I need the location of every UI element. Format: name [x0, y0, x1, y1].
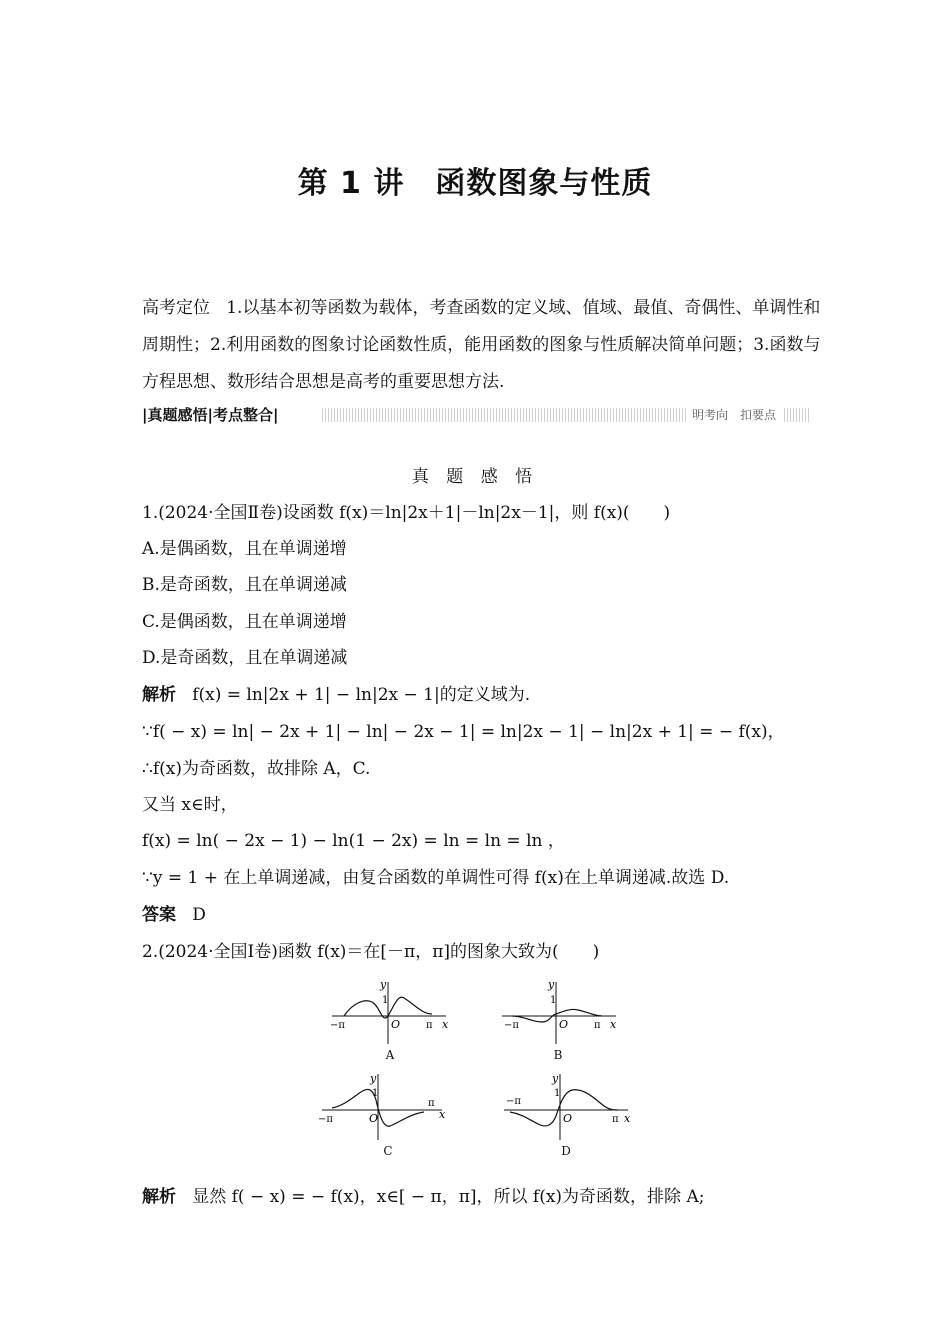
graph-c-caption: C — [383, 1144, 393, 1158]
q1-stem: 1.(2024·全国Ⅱ卷)设函数 f(x)＝ln|2x＋1|－ln|2x－1|，则 f(x)( ) — [142, 503, 671, 523]
graph-b-tick-one: 1 — [550, 995, 557, 1006]
q2-analysis-text: 显然 f( − x) = − f(x)，x∈[ − π，π]，所以 f(x)为奇函数，排除 A; — [192, 1187, 705, 1207]
q1-analysis-line-1 — [142, 680, 530, 705]
graph-a — [328, 976, 453, 1066]
graph-d-y-label: y — [552, 1072, 559, 1085]
graph-c-origin: O — [369, 1112, 379, 1125]
q1-option-a: A.是偶函数，且在单调递增 — [142, 539, 347, 559]
q1-option-b: B.是奇函数，且在单调递减 — [142, 575, 347, 595]
graph-d-origin: O — [563, 1112, 573, 1125]
graph-a-y-label: y — [380, 978, 387, 991]
graph-a-tick-right: π — [426, 1020, 433, 1031]
graph-a-plot — [328, 976, 453, 1046]
q1-analysis-line-3: ∴f(x)为奇函数，故排除 A，C. — [142, 759, 371, 779]
graph-c-y-label: y — [370, 1072, 377, 1085]
graph-a-x-label: x — [442, 1018, 449, 1031]
graph-d-plot — [500, 1070, 635, 1142]
graph-b-plot — [498, 976, 623, 1046]
q2-stem: 2.(2024·全国Ⅰ卷)函数 f(x)＝在[－π，π]的图象大致为( ) — [142, 942, 600, 962]
intro-paragraph — [142, 290, 832, 401]
graph-d-tick-one: 1 — [554, 1088, 561, 1099]
graph-b-origin: O — [559, 1018, 569, 1031]
q1-analysis-line-2: ∵f( − x) = ln| − 2x + 1| − ln| − 2x − 1| = ln|2x − 1| − ln|2x + 1| = − f(x)， — [142, 722, 785, 742]
graph-b-tick-left: −π — [504, 1020, 519, 1031]
q1-analysis-line-4: 又当 x∈时， — [142, 795, 238, 815]
graph-b — [498, 976, 623, 1066]
q1-analysis-line-6: ∵y = 1 + 在上单调递减，由复合函数的单调性可得 f(x)在上单调递减.故选 D. — [142, 868, 730, 888]
q2-analysis-label: 解析 — [142, 1187, 176, 1207]
graph-b-x-label: x — [610, 1018, 617, 1031]
graph-c-tick-left: −π — [318, 1114, 333, 1125]
graph-d — [500, 1070, 635, 1162]
graph-c-tick-one: 1 — [372, 1088, 379, 1099]
section-heading: 真 题 感 悟 — [411, 467, 539, 487]
q1-analysis-label: 解析 — [142, 685, 176, 705]
graph-c-tick-right: π — [428, 1098, 435, 1109]
graph-a-caption: A — [385, 1048, 395, 1062]
q1-answer-label: 答案 — [142, 905, 176, 925]
graph-c-x-label: x — [439, 1108, 446, 1121]
banner-right-text: 明考向 扣要点 — [686, 404, 782, 426]
graph-a-origin: O — [391, 1018, 401, 1031]
graph-b-tick-right: π — [594, 1020, 601, 1031]
graph-b-y-label: y — [548, 978, 555, 991]
q1-analysis-text-1: f(x) = ln|2x + 1| − ln|2x − 1|的定义域为. — [192, 685, 531, 705]
graph-a-tick-left: −π — [330, 1020, 345, 1031]
graph-d-x-label: x — [624, 1112, 631, 1125]
q1-answer — [142, 900, 206, 925]
intro-label: 高考定位 — [142, 298, 210, 318]
graph-c-plot — [318, 1070, 448, 1142]
graph-d-tick-right: π — [612, 1114, 619, 1125]
graph-a-tick-one: 1 — [382, 995, 389, 1006]
graph-c — [318, 1070, 448, 1162]
graph-d-tick-left: −π — [506, 1096, 521, 1107]
q2-analysis — [142, 1182, 704, 1207]
intro-text: 1.以基本初等函数为载体，考查函数的定义域、值域、最值、奇偶性、单调性和周期性；2.利用函数的图象讨论函数性质，能用函数的图象与性质解决简单问题；3.函数与方程思想、数形结合思想是高考的重要思想方法. — [142, 298, 821, 392]
q1-answer-value: D — [192, 905, 206, 925]
graph-d-caption: D — [561, 1144, 571, 1158]
q1-option-c: C.是偶函数，且在单调递增 — [142, 612, 347, 632]
banner-left-tag: |真题感悟|考点整合| — [142, 406, 279, 424]
graph-b-caption: B — [553, 1048, 563, 1062]
q1-analysis-line-5: f(x) = ln( − 2x − 1) − ln(1 − 2x) = ln = ln = ln ， — [142, 831, 565, 851]
q1-option-d: D.是奇函数，且在单调递减 — [142, 648, 348, 668]
section-banner — [142, 404, 810, 426]
page-title: 第 1 讲 函数图象与性质 — [297, 166, 653, 201]
